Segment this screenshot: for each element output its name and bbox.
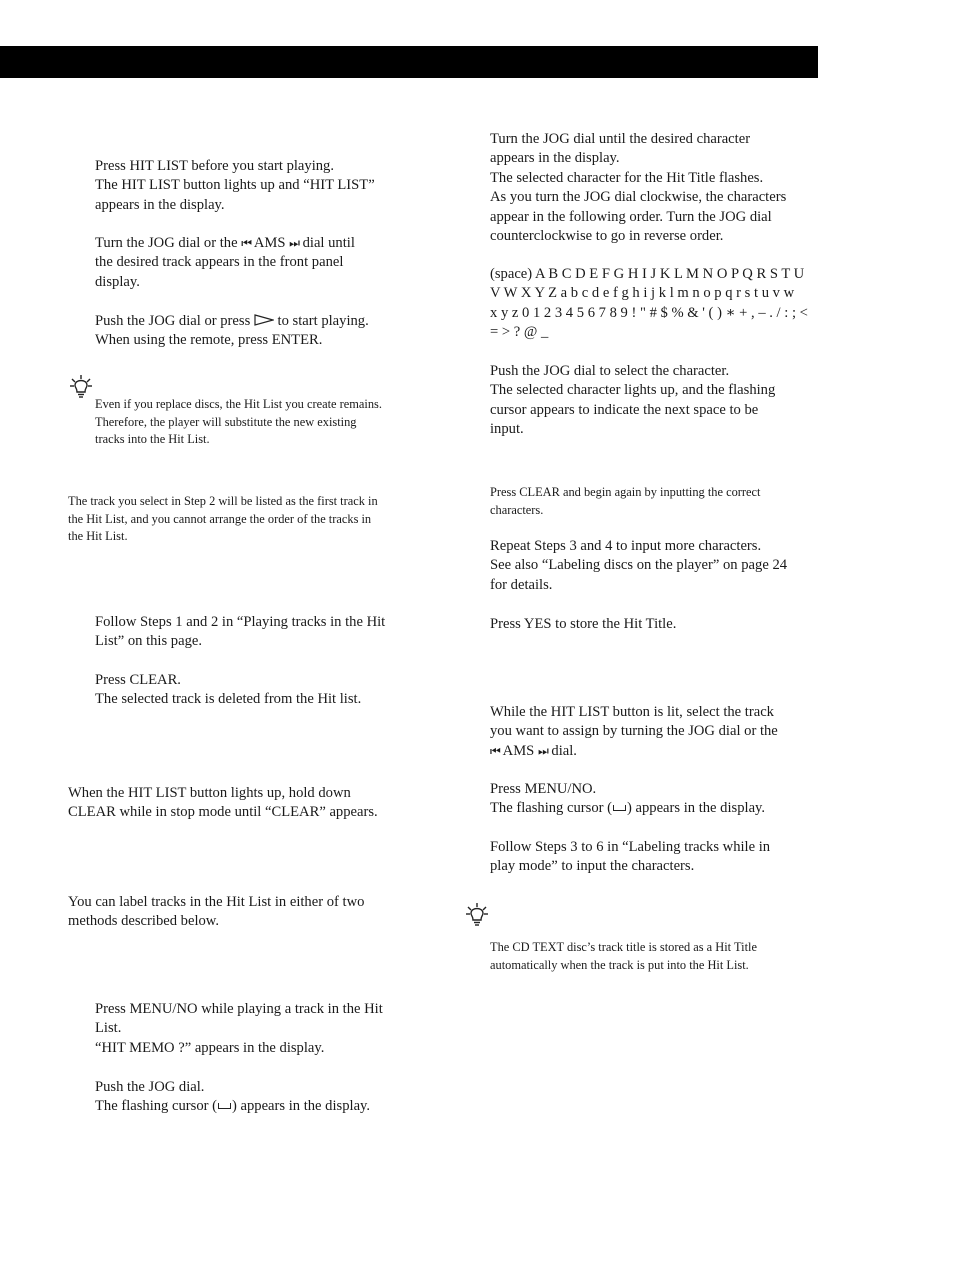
stop-step-1: While the HIT LIST button is lit, select the track you want to assign by turning the JOG dial or the ⏮ AMS ⏭ dial. [490, 704, 778, 759]
next-track-icon: ⏭ [289, 236, 299, 250]
label-step-5: Repeat Steps 3 and 4 to input more characters. See also “Labeling discs on the player” on page 24 for details. [490, 538, 788, 593]
tip-lightbulb-icon [69, 374, 93, 400]
erase-step-1: Follow Steps 1 and 2 in “Playing tracks in the Hit List” on this page. [95, 614, 386, 650]
tip-text: The CD TEXT disc’s track title is stored as a Hit Title automatically when the track is put into the Hit List. [490, 940, 757, 972]
tip-text: Even if you replace discs, the Hit List you create remains. Therefore, the player will substitute the new existing tracks into the Hit List. [95, 397, 382, 447]
label-step-3: Turn the JOG dial until the desired character appears in the display. The selected character for the Hit Title flashes. As you turn the JOG dial clockwise, the characters appear in the following order. Turn the JOG dial counterclockwise to go in reverse order. [490, 131, 787, 245]
label-step-2: Push the JOG dial. The flashing cursor ( ) appears in the display. [95, 1079, 371, 1115]
clear-all-text: When the HIT LIST button lights up, hold down CLEAR while in stop mode until “CLEAR” appears. [68, 785, 378, 821]
play-icon [254, 314, 274, 326]
stop-step-3: Follow Steps 3 to 6 in “Labeling tracks while in play mode” to input the characters. [490, 839, 771, 875]
character-list: (space) A B C D E F G H I J K L M N O P Q R S T U V W X Y Z a b c d e f g h i j k l m n o p q r s t u v w x y z 0 1 2 3 4 5 6 7 8 9 ! " # $ % & ' ( ) ∗ + , – . / : ; < = > ? @ _ [490, 266, 808, 341]
tip-lightbulb-icon [465, 902, 489, 928]
play-step-1: Press HIT LIST before you start playing. The HIT LIST button lights up and “HIT LIST” appears in the display. [95, 158, 375, 213]
next-track-icon: ⏭ [537, 743, 548, 758]
cursor-icon [613, 805, 626, 811]
erase-step-2: Press CLEAR. The selected track is deleted from the Hit list. [95, 672, 362, 708]
label-intro: You can label tracks in the Hit List in either of two methods described below. [68, 894, 365, 930]
header-bar [0, 46, 818, 78]
mistake-text: Press CLEAR and begin again by inputting the correct characters. [490, 485, 761, 517]
prev-track-icon: ⏮ [490, 743, 500, 758]
label-step-6: Press YES to store the Hit Title. [490, 616, 677, 632]
note-text: The track you select in Step 2 will be listed as the first track in the Hit List, and you cannot arrange the order of the tracks in the Hit List. [68, 494, 378, 544]
cursor-icon [218, 1103, 231, 1109]
play-step-3: Push the JOG dial or press to start playing. When using the remote, press ENTER. [95, 313, 369, 349]
label-step-4: Push the JOG dial to select the character. The selected character lights up, and the flashing cursor appears to indicate the next space to be input. [490, 363, 776, 438]
prev-track-icon: ⏮ [241, 236, 252, 250]
label-step-1: Press MENU/NO while playing a track in the Hit List. “HIT MEMO ?” appears in the display. [95, 1001, 383, 1056]
play-step-2: Turn the JOG dial or the ⏮ AMS ⏭ dial until the desired track appears in the front panel display. [95, 235, 355, 290]
stop-step-2: Press MENU/NO. The flashing cursor ( ) appears in the display. [490, 781, 766, 817]
